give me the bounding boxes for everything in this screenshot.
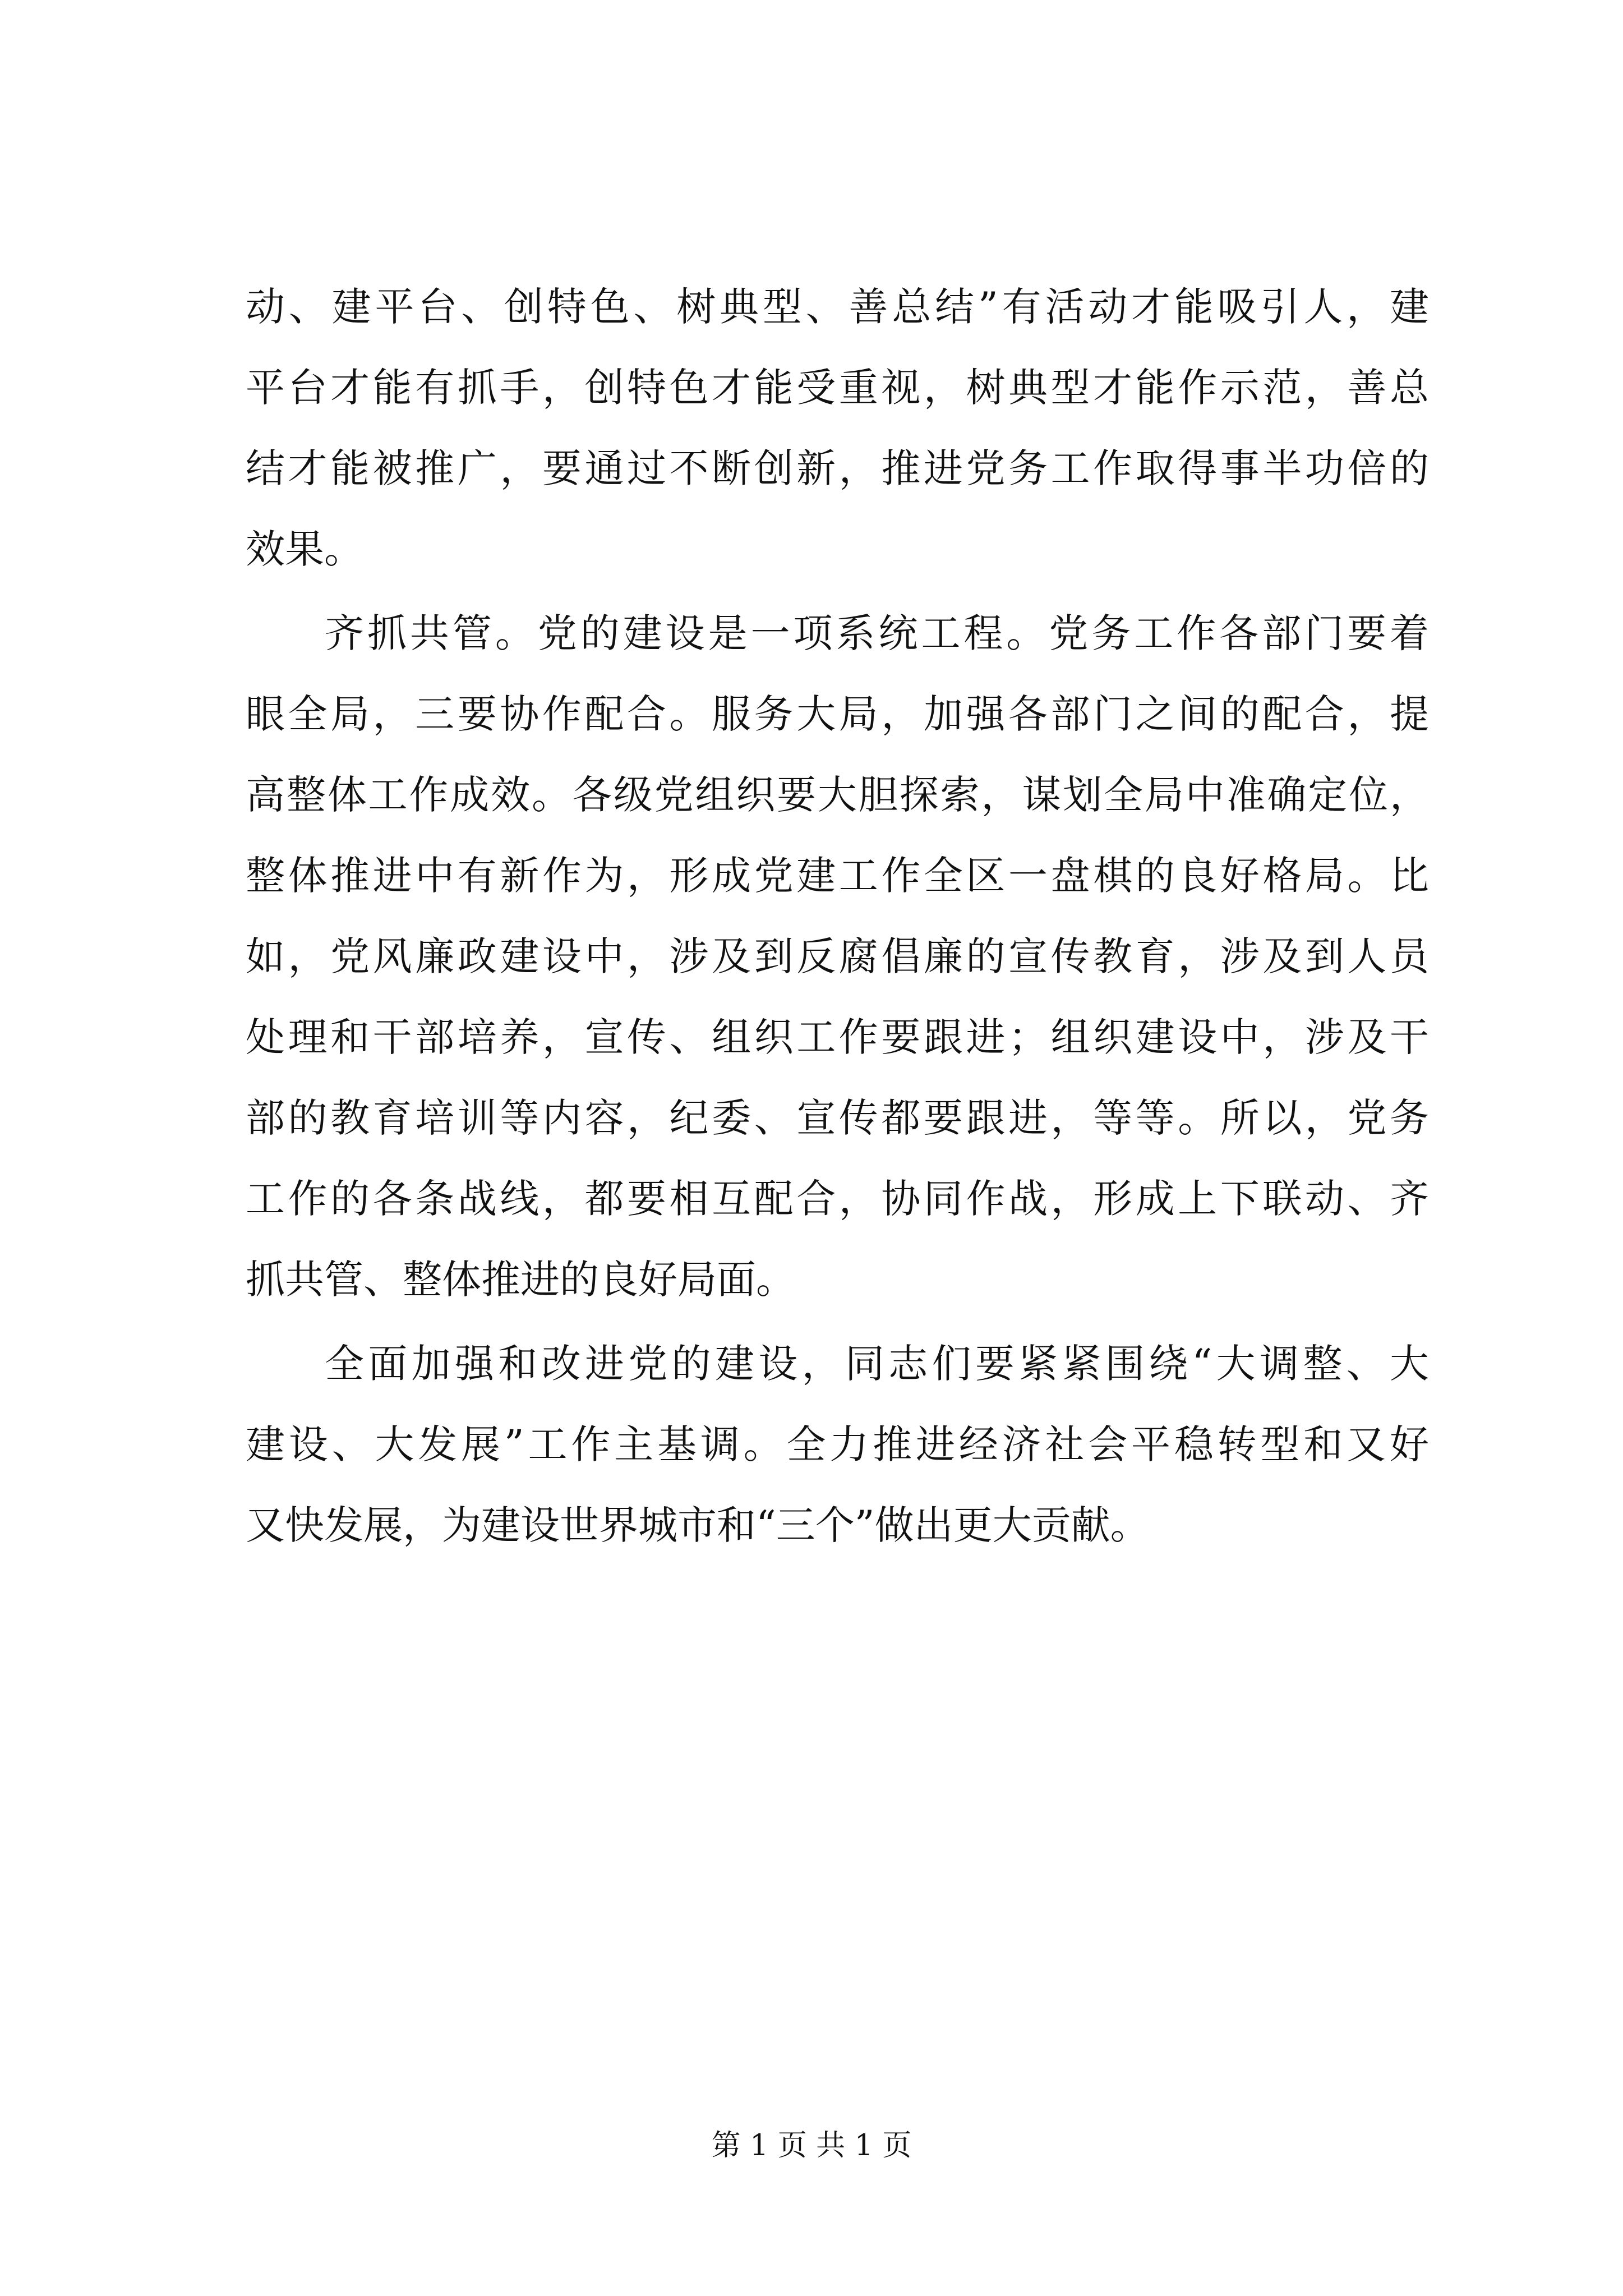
paragraph xyxy=(246,1323,1429,1566)
text-line: 全面加强和改进党的建设，同志们要紧紧围绕“大调整、大 xyxy=(325,1341,1429,1387)
text-line: 又快发展，为建设世界城市和“三个”做出更大贡献。 xyxy=(246,1502,1150,1548)
page-number-footer: 第 1 页 共 1 页 xyxy=(711,2129,912,2162)
text-line: 动、建平台、创特色、树典型、善总结”有活动才能吸引人，建 xyxy=(246,284,1429,330)
text-line: 整体推进中有新作为，形成党建工作全区一盘棋的良好格局。比 xyxy=(246,853,1429,899)
text-line: 抓共管、整体推进的良好局面。 xyxy=(246,1257,795,1303)
text-line: 处理和干部培养，宣传、组织工作要跟进；组织建设中，涉及干 xyxy=(246,1014,1429,1060)
text-line: 齐抓共管。党的建设是一项系统工程。党务工作各部门要着 xyxy=(325,610,1429,656)
document-body xyxy=(246,266,1429,1566)
text-line: 效果。 xyxy=(246,526,363,572)
text-line: 建设、大发展”工作主基调。全力推进经济社会平稳转型和又好 xyxy=(246,1421,1429,1467)
text-line: 高整体工作成效。各级党组织要大胆探索，谋划全局中准确定位， xyxy=(246,772,1429,818)
text-line: 工作的各条战线，都要相互配合，协同作战，形成上下联动、齐 xyxy=(246,1176,1429,1222)
text-line: 如，党风廉政建设中，涉及到反腐倡廉的宣传教育，涉及到人员 xyxy=(246,933,1429,979)
text-line: 平台才能有抓手，创特色才能受重视，树典型才能作示范，善总 xyxy=(246,365,1429,411)
text-line: 眼全局，三要协作配合。服务大局，加强各部门之间的配合，提 xyxy=(246,691,1429,737)
paragraph xyxy=(246,266,1429,590)
text-line: 结才能被推广，要通过不断创新，推进党务工作取得事半功倍的 xyxy=(246,445,1429,491)
text-line: 部的教育培训等内容，纪委、宣传都要跟进，等等。所以，党务 xyxy=(246,1095,1429,1141)
paragraph xyxy=(246,593,1429,1320)
